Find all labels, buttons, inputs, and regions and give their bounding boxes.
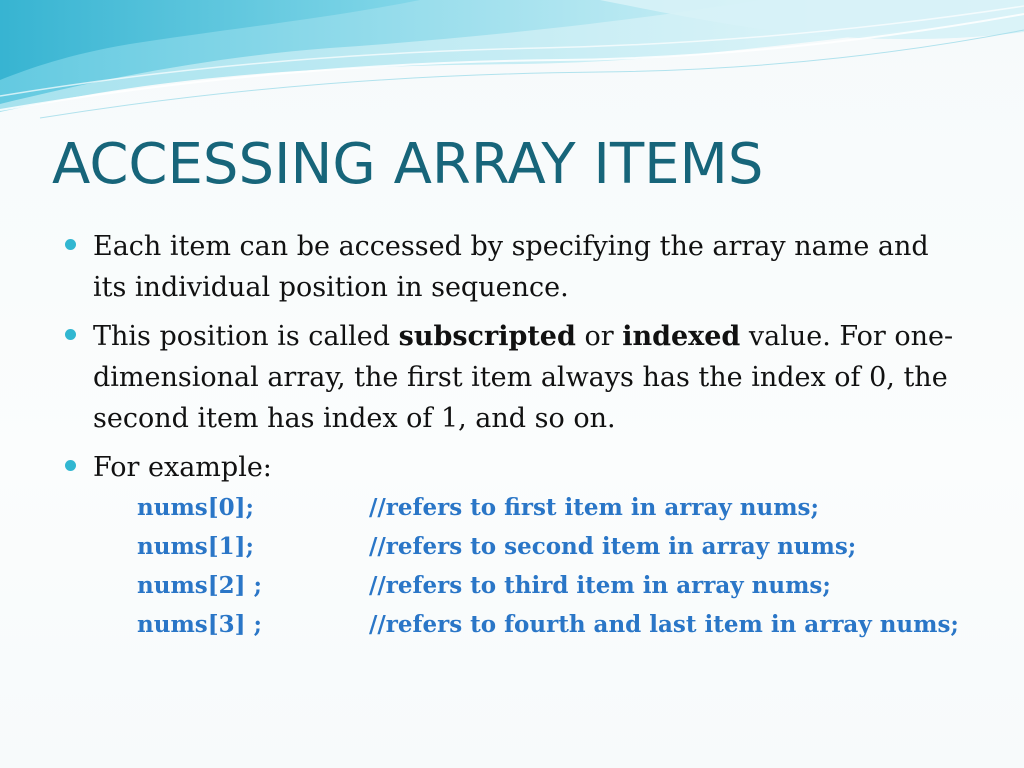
- code-statement: nums[2] ;: [137, 572, 262, 599]
- code-comment: //refers to second item in array nums;: [369, 533, 857, 560]
- bullet-text: For example:: [93, 452, 272, 483]
- bullet-dot-icon: [65, 329, 76, 340]
- code-comment: //refers to fourth and last item in array nums;: [369, 611, 959, 638]
- bold-term-indexed: indexed: [622, 321, 741, 352]
- code-example-row: [137, 605, 997, 644]
- wave-banner-decoration: [0, 0, 1024, 120]
- bullet-text-middle: or: [575, 321, 623, 352]
- bullet-dot-icon: [65, 239, 76, 250]
- code-statement: nums[1];: [137, 533, 254, 560]
- code-statement: nums[3] ;: [137, 611, 262, 638]
- bullet-text-before: This position is called: [93, 321, 399, 352]
- slide-title: ACCESSING ARRAY ITEMS: [52, 132, 764, 197]
- code-example-row: [137, 488, 997, 527]
- bullet-list: [64, 226, 964, 496]
- code-statement: nums[0];: [137, 494, 254, 521]
- code-comment: //refers to third item in array nums;: [369, 572, 831, 599]
- bullet-dot-icon: [65, 460, 76, 471]
- bullet-item-1: [64, 226, 964, 308]
- code-example-list: [137, 488, 997, 644]
- bullet-item-2: [64, 316, 964, 439]
- bullet-text: Each item can be accessed by specifying the array name and its individual position in sequence.: [93, 231, 929, 303]
- bullet-item-3: [64, 447, 964, 488]
- bold-term-subscripted: subscripted: [398, 321, 576, 352]
- bullet-text-after: value. For one-dimensional array, the first item always has the index of 0, the second item has index of 1, and so on.: [93, 321, 954, 434]
- code-comment: //refers to first item in array nums;: [369, 494, 819, 521]
- code-example-row: [137, 527, 997, 566]
- code-example-row: [137, 566, 997, 605]
